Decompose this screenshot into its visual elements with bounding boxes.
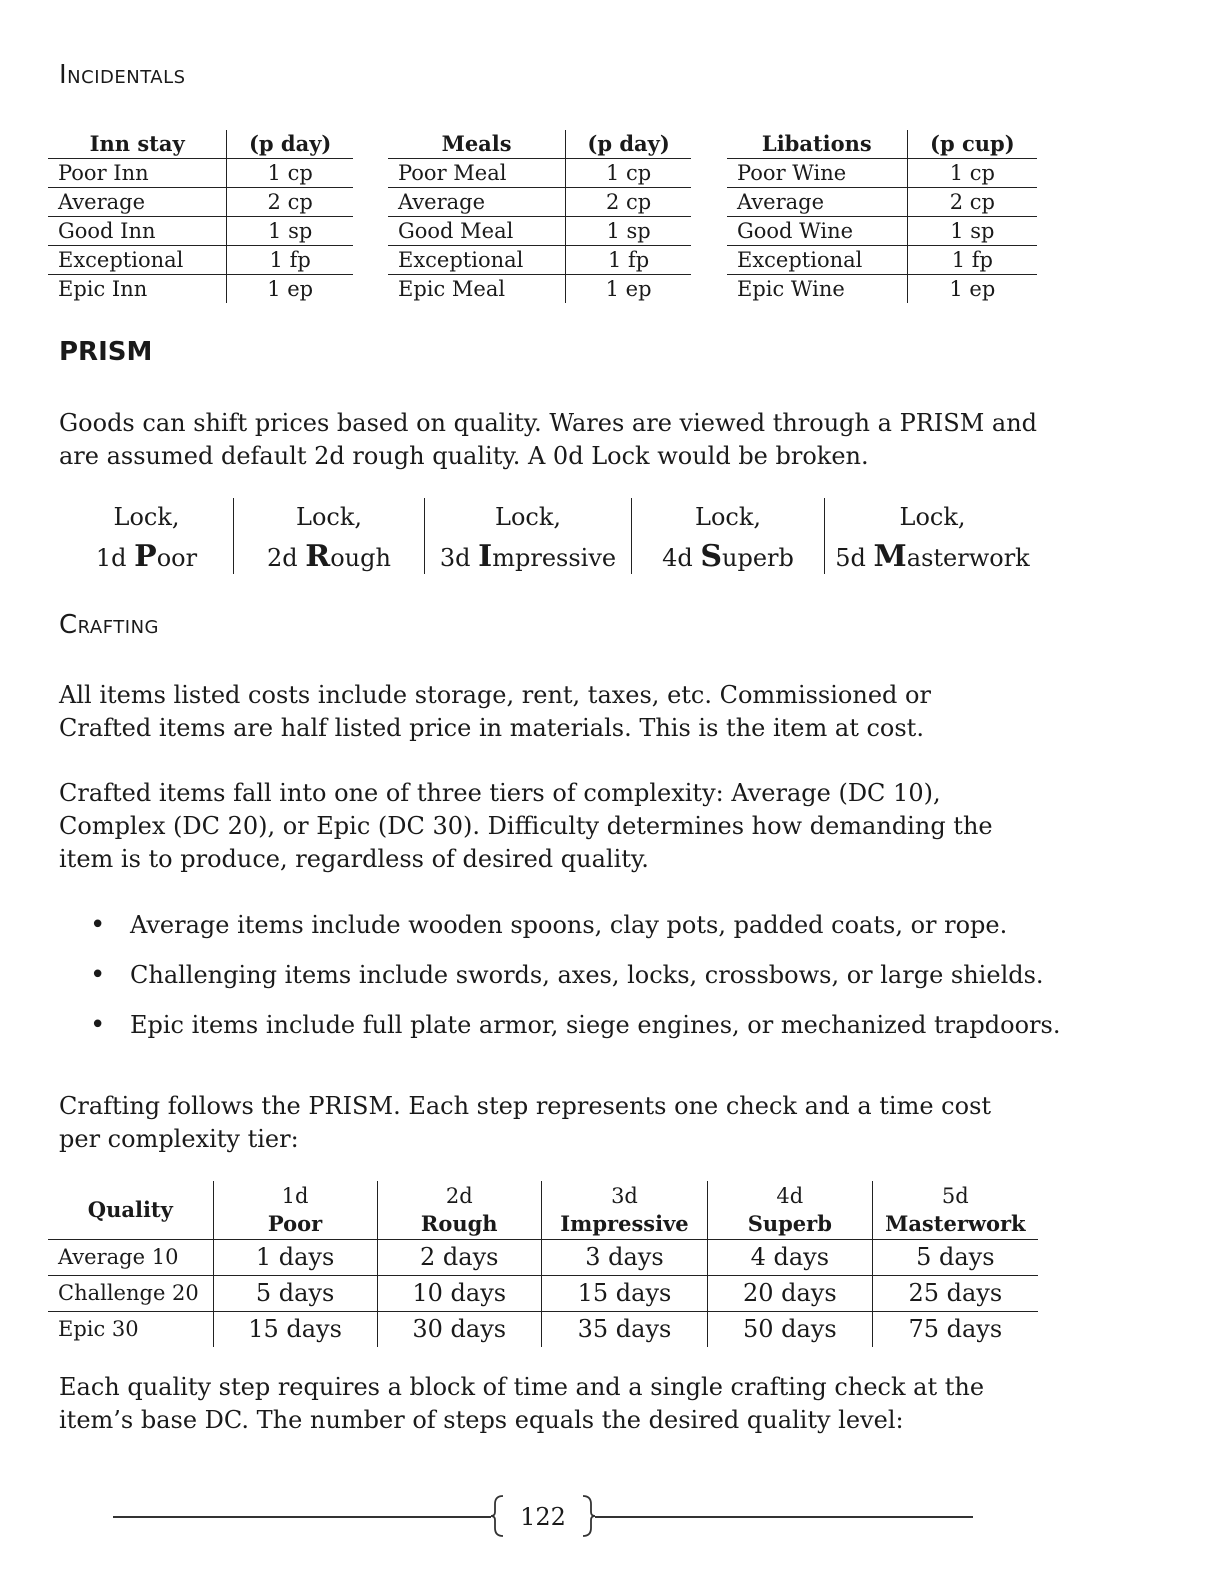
meals-header-price: (p day) [566,130,691,159]
prism-heading: PRISM [59,337,153,367]
libations-table [727,130,1037,303]
table-row [48,1276,1038,1312]
crafting-time-table [48,1181,1038,1347]
page-number: 122 [520,1503,566,1531]
list-item: • Average items include wooden spoons, clay pots, padded coats, or rope. [90,900,1090,950]
column-header [213,1181,377,1240]
item-name: Good Inn [48,217,227,246]
table-row [727,188,1037,217]
crafting-paragraph-2: Crafted items fall into one of three tiers of complexity: Average (DC 10), Complex (DC 20), or Epic (DC 30). Difficulty determines how demanding the item is to produce, regardless of desired quality. [59,779,993,873]
lock-label: Lock, [495,503,561,531]
column-name: Impressive [560,1211,689,1236]
prism-paragraph: Goods can shift prices based on quality. Wares are viewed through a PRISM and are assumed default 2d rough quality. A 0d Lock would be broken. [59,409,1038,470]
list-item: • Challenging items include swords, axes, locks, crossbows, or large shields. [90,950,1090,1000]
inn-table [48,130,353,303]
column-level: 5d [941,1184,969,1208]
lock-quality [642,537,814,578]
item-name: Average [48,188,227,217]
column-name: Superb [747,1211,832,1236]
crafting-paragraph-3: Crafting follows the PRISM. Each step represents one check and a time cost per complexity tier: [59,1092,992,1153]
column-level: 1d [281,1184,309,1208]
item-price: 2 cp [907,188,1037,217]
item-price: 1 sp [907,217,1037,246]
table-row [388,275,691,304]
lock-level: 4d [662,544,701,572]
item-price: 1 sp [566,217,691,246]
table-cell: 20 days [707,1276,872,1312]
column-header [872,1181,1038,1240]
item-name: Average [388,188,566,217]
lock-level: 2d [267,544,306,572]
lock-label: Lock, [899,503,966,531]
item-name: Epic Meal [388,275,566,304]
lock-quality-cell [825,498,1040,574]
table-cell: 35 days [541,1312,707,1348]
lock-initial: R [305,539,331,574]
column-name: Poor [267,1211,323,1236]
list-item: • Epic items include full plate armor, siege engines, or mechanized trapdoors. [90,1000,1090,1050]
table-row [388,217,691,246]
footer-rule-right [595,1516,973,1518]
table-row [48,1240,1038,1276]
table-cell: 15 days [541,1276,707,1312]
item-price: 1 fp [227,246,353,275]
lock-quality-name: asterwork [906,544,1030,572]
lock-initial: I [478,539,493,574]
item-price: 1 ep [267,277,314,301]
item-name: Good Meal [388,217,566,246]
column-header [707,1181,872,1240]
column-name: Masterwork [885,1211,1026,1236]
meals-table [388,130,691,303]
table-cell: 15 days [213,1312,377,1348]
lock-initial: M [873,539,907,574]
item-name: Exceptional [48,246,227,275]
table-cell: 4 days [707,1240,872,1276]
lock-level: 3d [439,544,479,572]
column-level: 3d [611,1184,638,1208]
column-level: 4d [776,1184,804,1208]
item-price: 1 cp [227,159,353,188]
item-name: Epic Inn [48,275,227,304]
lock-quality [70,537,223,578]
row-label: Epic 30 [48,1312,213,1348]
table-cell: 3 days [541,1240,707,1276]
row-label: Average 10 [48,1240,213,1276]
item-price: 1 fp [566,246,691,275]
table-cell: 10 days [377,1276,541,1312]
lock-initial: S [700,539,723,574]
quality-header: Quality [48,1181,213,1240]
lock-quality-name: mpressive [492,544,617,572]
item-price: 1 cp [907,159,1037,188]
lock-quality-name: ough [330,544,391,572]
item-name: Exceptional [388,246,566,275]
table-cell: 1 days [213,1240,377,1276]
lock-initial: P [134,539,157,574]
table-row [727,275,1037,304]
item-name: Poor Meal [388,159,566,188]
lock-label: Lock, [695,503,761,531]
lock-quality-cell [632,498,825,574]
inn-header-price: (p day) [227,130,353,159]
lock-level: 5d [835,544,874,572]
incidentals-heading: Incidentals [59,60,186,90]
table-row [48,246,353,275]
table-cell: 30 days [377,1312,541,1348]
row-label: Challenge 20 [48,1276,213,1312]
lock-quality-cell [234,498,425,574]
table-cell: 75 days [908,1315,1003,1343]
table-row [48,1312,1038,1348]
column-level: 2d [445,1184,473,1208]
right-brace-icon [577,1494,597,1538]
item-price: 1 ep [605,277,652,301]
left-brace-icon [489,1494,509,1538]
table-row [48,217,353,246]
table-cell: 25 days [872,1276,1038,1312]
item-price: 1 sp [227,217,353,246]
table-row [727,159,1037,188]
libations-header-price: (p cup) [907,130,1037,159]
item-name: Good Wine [727,217,907,246]
crafting-paragraph-4: Each quality step requires a block of time and a single crafting check at the item’s base DC. The number of steps equals the desired quality level: [59,1373,985,1434]
item-name: Poor Wine [727,159,907,188]
lock-quality-cell [60,498,234,574]
table-cell: 50 days [707,1312,872,1348]
complexity-list [90,900,1090,1050]
table-cell: 2 days [377,1240,541,1276]
table-row [727,217,1037,246]
item-name: Poor Inn [48,159,227,188]
meals-header-name: Meals [388,130,566,159]
lock-quality [435,537,621,578]
item-price: 1 fp [907,246,1037,275]
lock-quality-cell [425,498,632,574]
lock-quality [244,537,414,578]
item-price: 1 cp [566,159,691,188]
item-name: Average [727,188,907,217]
table-row [388,188,691,217]
table-row [388,159,691,188]
lock-quality-name: uperb [722,544,794,572]
item-name: Epic Wine [727,275,907,304]
table-row [727,246,1037,275]
lock-label: Lock, [113,503,180,531]
lock-quality-name: oor [156,544,198,572]
item-price: 2 cp [227,188,353,217]
lock-quality-row [60,498,1040,574]
column-header [541,1181,707,1240]
table-cell: 5 days [872,1240,1038,1276]
table-row [48,275,353,304]
crafting-paragraph-1: All items listed costs include storage, rent, taxes, etc. Commissioned or Crafted items are half listed price in materials. This is the item at cost. [59,681,931,742]
table-cell: 5 days [213,1276,377,1312]
inn-header-name: Inn stay [48,130,227,159]
lock-label: Lock, [296,503,362,531]
libations-header-name: Libations [727,130,907,159]
item-price: 2 cp [566,188,691,217]
lock-level: 1d [95,544,135,572]
item-name: Exceptional [727,246,907,275]
crafting-heading: Crafting [59,610,159,640]
table-row [48,159,353,188]
lock-quality [835,537,1030,578]
footer-rule-left [113,1516,491,1518]
table-row [388,246,691,275]
column-name: Rough [420,1211,498,1236]
table-row [48,188,353,217]
item-price: 1 ep [949,277,996,301]
column-header [377,1181,541,1240]
